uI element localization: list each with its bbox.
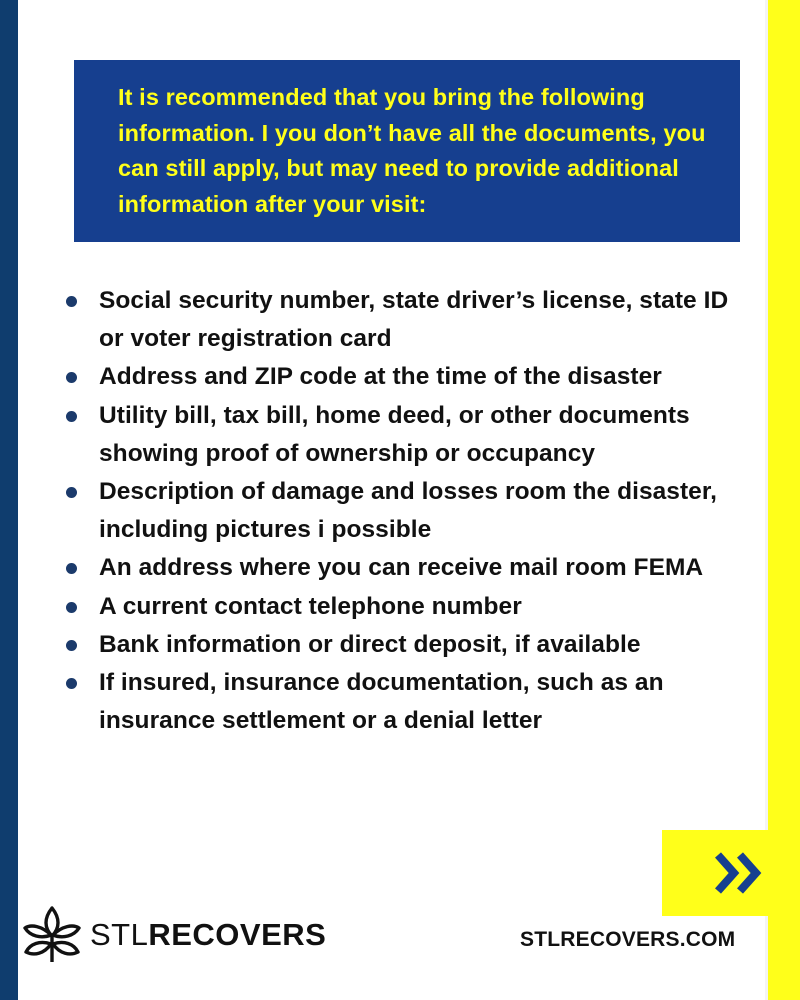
- checklist-item: [64, 282, 754, 358]
- checklist-item-text: Utility bill, tax bill, home deed, or other documents showing proof of ownership or occupancy: [99, 401, 690, 467]
- website-link[interactable]: STLRECOVERS.COM: [520, 928, 736, 951]
- checklist-item: [64, 358, 754, 396]
- intro-callout-text: It is recommended that you bring the following information. I you don’t have all the documents, you can still apply, but may need to provide additional information after your visit:: [118, 84, 706, 217]
- checklist-item-text: Address and ZIP code at the time of the disaster: [99, 363, 662, 391]
- checklist-item: [64, 664, 754, 740]
- logo-text-bold: RECOVERS: [148, 916, 327, 952]
- double-chevron-right-icon: [714, 849, 766, 897]
- intro-callout-box: [74, 60, 740, 242]
- checklist-item: [64, 626, 754, 664]
- bullet-dot-icon: [66, 487, 77, 498]
- bullet-dot-icon: [66, 296, 77, 307]
- checklist-item-text: An address where you can receive mail room FEMA: [99, 554, 704, 582]
- next-page-button[interactable]: [662, 830, 800, 916]
- bullet-dot-icon: [66, 678, 77, 689]
- document-checklist: [64, 282, 754, 740]
- left-accent-bar: [0, 0, 18, 1000]
- bullet-dot-icon: [66, 411, 77, 422]
- sprout-leaves-icon: [22, 904, 82, 964]
- logo-wordmark: [90, 916, 327, 952]
- checklist-item-text: Social security number, state driver’s license, state ID or voter registration card: [99, 287, 729, 353]
- bullet-dot-icon: [66, 640, 77, 651]
- logo-text-light: STL: [90, 916, 149, 952]
- checklist-item: [64, 549, 754, 587]
- checklist-item: [64, 397, 754, 473]
- checklist-item-text: If insured, insurance documentation, such as an insurance settlement or a denial letter: [99, 669, 664, 735]
- checklist-item-text: A current contact telephone number: [99, 592, 522, 620]
- checklist-item: [64, 588, 754, 626]
- bullet-dot-icon: [66, 372, 77, 383]
- checklist-item-text: Bank information or direct deposit, if available: [99, 630, 641, 658]
- checklist-item-text: Description of damage and losses room the disaster, including pictures i possible: [99, 478, 717, 544]
- checklist-item: [64, 473, 754, 549]
- bullet-dot-icon: [66, 563, 77, 574]
- bullet-dot-icon: [66, 602, 77, 613]
- stl-recovers-logo: [22, 902, 326, 966]
